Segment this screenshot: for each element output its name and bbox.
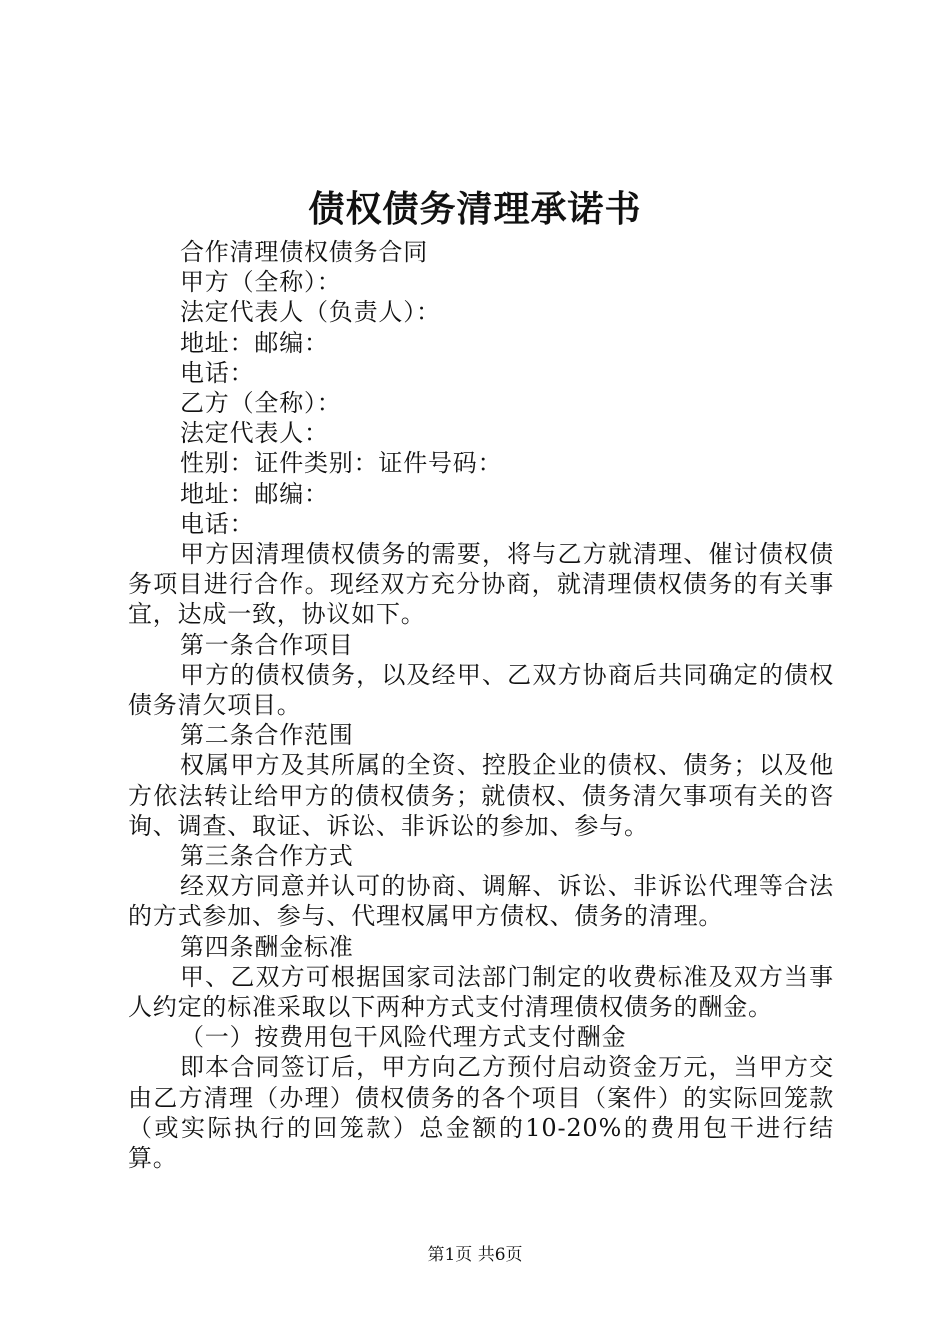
paragraph-article-1-body: 甲方的债权债务，以及经甲、乙双方协商后共同确定的债权债务清欠项目。: [128, 660, 834, 720]
document-title: 债权债务清理承诺书: [308, 188, 642, 230]
paragraph-article-3-heading: 第三条合作方式: [180, 842, 354, 871]
paragraph-method-1-heading: （一）按费用包干风险代理方式支付酬金: [180, 1023, 627, 1052]
paragraph-party-b-identity: 性别：证件类别：证件号码：: [180, 449, 503, 478]
paragraph-article-4-heading: 第四条酬金标准: [180, 932, 354, 961]
page-footer: 第1页 共6页: [427, 1245, 523, 1265]
paragraph-party-a-representative: 法定代表人（负责人）：: [180, 298, 441, 327]
paragraph-method-1-body: 即本合同签订后，甲方向乙方预付启动资金万元，当甲方交由乙方清理（办理）债权债务的各个项目（案件）的实际回笼款（或实际执行的回笼款）总金额的10-20%的费用包干进行结算。: [128, 1053, 834, 1173]
paragraph-party-a-phone: 电话：: [180, 358, 255, 387]
paragraph-party-a: 甲方（全称）：: [180, 268, 342, 297]
paragraph-article-3-body: 经双方同意并认可的协商、调解、诉讼、非诉讼代理等合法的方式参加、参与、代理权属甲方债权、债务的清理。: [128, 872, 834, 931]
paragraph-party-b-address: 地址：邮编：: [180, 479, 329, 508]
paragraph-party-b-representative: 法定代表人：: [180, 419, 329, 448]
paragraph-article-2-heading: 第二条合作范围: [180, 721, 354, 750]
paragraph-preamble: 甲方因清理债权债务的需要，将与乙方就清理、催讨债权债务项目进行合作。现经双方充分协商，就清理债权债务的有关事宜，达成一致，协议如下。: [128, 540, 834, 629]
paragraph-article-1-heading: 第一条合作项目: [180, 630, 354, 659]
paragraph-contract-name: 合作清理债权债务合同: [180, 238, 428, 266]
paragraph-article-2-body: 权属甲方及其所属的全资、控股企业的债权、债务；以及他方依法转让给甲方的债权债务；就债权、债务清欠事项有关的咨询、调查、取证、诉讼、非诉讼的参加、参与。: [128, 751, 834, 840]
paragraph-party-b-phone: 电话：: [180, 509, 255, 538]
paragraph-article-4-body: 甲、乙双方可根据国家司法部门制定的收费标准及双方当事人约定的标准采取以下两种方式支付清理债权债务的酬金。: [128, 962, 834, 1022]
paragraph-party-b: 乙方（全称）：: [180, 389, 342, 418]
paragraph-party-a-address: 地址：邮编：: [180, 328, 329, 357]
document-body: [128, 237, 834, 1173]
